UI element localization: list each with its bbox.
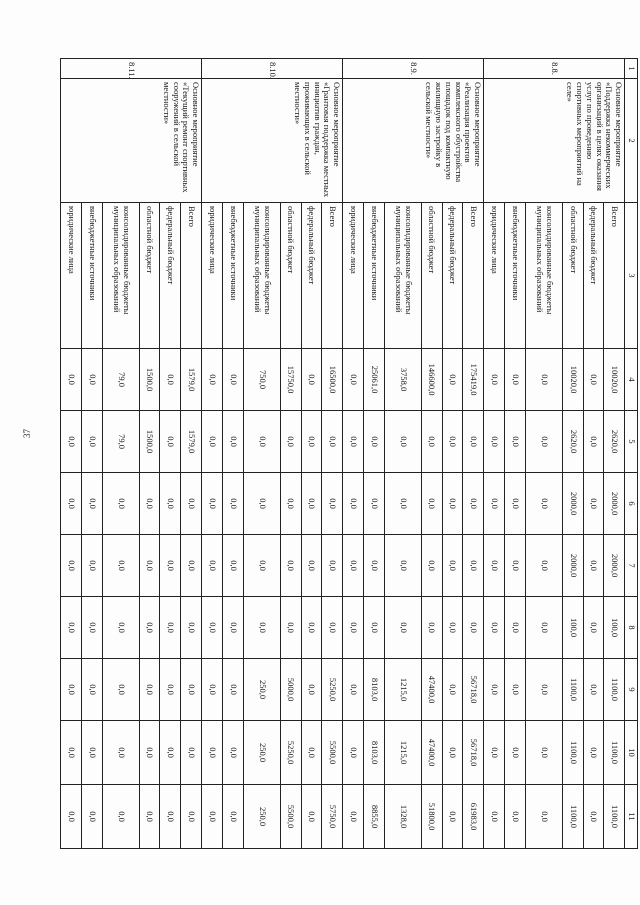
- column-header: 10: [625, 721, 638, 785]
- funding-source: областной бюджет: [139, 203, 160, 349]
- amount-cell: 250,0: [243, 721, 280, 785]
- amount-cell: 0,0: [525, 473, 562, 535]
- amount-cell: 5500,0: [322, 721, 343, 785]
- amount-cell: 15750,0: [280, 349, 301, 411]
- funding-source: областной бюджет: [280, 203, 301, 349]
- amount-cell: 2620,0: [604, 411, 625, 473]
- funding-source: федеральный бюджет: [301, 203, 322, 349]
- table-row: [463, 59, 484, 849]
- amount-cell: 0,0: [442, 349, 463, 411]
- amount-cell: 1500,0: [139, 411, 160, 473]
- amount-cell: 16500,0: [322, 349, 343, 411]
- amount-cell: 0,0: [364, 411, 385, 473]
- table-row: [604, 59, 625, 849]
- amount-cell: 1579,0: [181, 411, 202, 473]
- amount-cell: 0,0: [442, 597, 463, 659]
- amount-cell: 0,0: [322, 535, 343, 597]
- amount-cell: 0,0: [301, 597, 322, 659]
- amount-cell: 100,0: [562, 597, 583, 659]
- amount-cell: 0,0: [463, 535, 484, 597]
- amount-cell: 0,0: [202, 535, 223, 597]
- amount-cell: 0,0: [301, 785, 322, 849]
- amount-cell: 0,0: [484, 597, 505, 659]
- amount-cell: 0,0: [82, 535, 103, 597]
- amount-cell: 0,0: [583, 473, 604, 535]
- amount-cell: 0,0: [280, 597, 301, 659]
- amount-cell: 0,0: [280, 411, 301, 473]
- amount-cell: 0,0: [343, 597, 364, 659]
- amount-cell: 0,0: [484, 535, 505, 597]
- amount-cell: 0,0: [223, 411, 244, 473]
- amount-cell: 0,0: [442, 659, 463, 721]
- amount-cell: 0,0: [202, 721, 223, 785]
- funding-source: юридические лица: [484, 203, 505, 349]
- amount-cell: 0,0: [505, 785, 526, 849]
- measure-number: 8.8.: [484, 59, 625, 79]
- amount-cell: 0,0: [525, 535, 562, 597]
- amount-cell: 0,0: [442, 721, 463, 785]
- amount-cell: 0,0: [343, 535, 364, 597]
- amount-cell: 146600,0: [421, 349, 442, 411]
- amount-cell: 0,0: [61, 597, 82, 659]
- amount-cell: 750,0: [243, 349, 280, 411]
- amount-cell: 47400,0: [421, 659, 442, 721]
- amount-cell: 0,0: [364, 473, 385, 535]
- amount-cell: 1500,0: [139, 349, 160, 411]
- amount-cell: 0,0: [322, 597, 343, 659]
- amount-cell: 0,0: [102, 535, 139, 597]
- amount-cell: 0,0: [505, 721, 526, 785]
- amount-cell: 0,0: [160, 659, 181, 721]
- column-header: 7: [625, 535, 638, 597]
- amount-cell: 0,0: [484, 785, 505, 849]
- funding-source: Всего: [604, 203, 625, 349]
- amount-cell: 0,0: [525, 785, 562, 849]
- table-row: [181, 59, 202, 849]
- amount-cell: 0,0: [181, 473, 202, 535]
- amount-cell: 0,0: [181, 721, 202, 785]
- amount-cell: 0,0: [61, 349, 82, 411]
- amount-cell: 0,0: [301, 411, 322, 473]
- amount-cell: 0,0: [442, 785, 463, 849]
- amount-cell: 0,0: [384, 597, 421, 659]
- measure-name: Основное мероприятие «Текущий ремонт спортивных сооружений в сельской местности»: [61, 79, 202, 203]
- funding-source: Всего: [322, 203, 343, 349]
- amount-cell: 0,0: [384, 473, 421, 535]
- amount-cell: 0,0: [61, 659, 82, 721]
- amount-cell: 10020,0: [562, 349, 583, 411]
- funding-source: федеральный бюджет: [583, 203, 604, 349]
- amount-cell: 0,0: [102, 597, 139, 659]
- funding-source: областной бюджет: [421, 203, 442, 349]
- amount-cell: 0,0: [583, 721, 604, 785]
- amount-cell: 0,0: [160, 535, 181, 597]
- amount-cell: 0,0: [583, 411, 604, 473]
- amount-cell: 0,0: [202, 659, 223, 721]
- amount-cell: 10020,0: [604, 349, 625, 411]
- amount-cell: 0,0: [223, 721, 244, 785]
- measure-name: Основное мероприятие «Поддержка некоммерческих организаций в целях оказания услуг по проведению спортивных мероприятий на селе»: [484, 79, 625, 203]
- amount-cell: 1215,0: [384, 721, 421, 785]
- amount-cell: 8855,0: [364, 785, 385, 849]
- amount-cell: 0,0: [280, 535, 301, 597]
- amount-cell: 5750,0: [322, 785, 343, 849]
- amount-cell: 0,0: [583, 535, 604, 597]
- amount-cell: 5500,0: [280, 785, 301, 849]
- amount-cell: 0,0: [525, 721, 562, 785]
- amount-cell: 61983,0: [463, 785, 484, 849]
- funding-source: областной бюджет: [562, 203, 583, 349]
- amount-cell: 0,0: [223, 597, 244, 659]
- amount-cell: 0,0: [82, 721, 103, 785]
- amount-cell: 0,0: [160, 349, 181, 411]
- column-header: 4: [625, 349, 638, 411]
- column-header: 1: [625, 59, 638, 79]
- amount-cell: 0,0: [525, 411, 562, 473]
- amount-cell: 56718,0: [463, 721, 484, 785]
- amount-cell: 0,0: [343, 659, 364, 721]
- amount-cell: 0,0: [301, 659, 322, 721]
- amount-cell: 5250,0: [280, 721, 301, 785]
- funding-source: юридические лица: [343, 203, 364, 349]
- amount-cell: 0,0: [223, 349, 244, 411]
- amount-cell: 0,0: [301, 473, 322, 535]
- amount-cell: 0,0: [421, 411, 442, 473]
- funding-source: внебюджетные источники: [364, 203, 385, 349]
- amount-cell: 0,0: [505, 659, 526, 721]
- document-sheet: [60, 58, 638, 848]
- amount-cell: 0,0: [139, 597, 160, 659]
- amount-cell: 0,0: [280, 473, 301, 535]
- amount-cell: 0,0: [243, 597, 280, 659]
- amount-cell: 250,0: [243, 659, 280, 721]
- amount-cell: 0,0: [82, 785, 103, 849]
- funding-source: федеральный бюджет: [160, 203, 181, 349]
- measure-name: Основное мероприятие «Реализация проектов комплексного обустройства площадок под компактную жилищную застройку в сельской местности»: [343, 79, 484, 203]
- amount-cell: 0,0: [301, 721, 322, 785]
- measure-number: 8.9.: [343, 59, 484, 79]
- amount-cell: 0,0: [343, 721, 364, 785]
- amount-cell: 0,0: [160, 411, 181, 473]
- amount-cell: 0,0: [421, 473, 442, 535]
- amount-cell: 0,0: [583, 597, 604, 659]
- amount-cell: 5250,0: [322, 659, 343, 721]
- amount-cell: 0,0: [364, 535, 385, 597]
- amount-cell: 1215,0: [384, 659, 421, 721]
- amount-cell: 0,0: [181, 785, 202, 849]
- amount-cell: 1328,0: [384, 785, 421, 849]
- amount-cell: 0,0: [484, 349, 505, 411]
- amount-cell: 0,0: [139, 659, 160, 721]
- amount-cell: 0,0: [202, 597, 223, 659]
- amount-cell: 0,0: [82, 411, 103, 473]
- amount-cell: 47400,0: [421, 721, 442, 785]
- funding-source: внебюджетные источники: [223, 203, 244, 349]
- amount-cell: 0,0: [102, 473, 139, 535]
- amount-cell: 0,0: [384, 411, 421, 473]
- amount-cell: 79,0: [102, 411, 139, 473]
- amount-cell: 0,0: [484, 721, 505, 785]
- amount-cell: 2620,0: [562, 411, 583, 473]
- amount-cell: 0,0: [463, 411, 484, 473]
- column-header: 6: [625, 473, 638, 535]
- amount-cell: 2000,0: [604, 473, 625, 535]
- amount-cell: 0,0: [505, 411, 526, 473]
- amount-cell: 250,0: [243, 785, 280, 849]
- amount-cell: 1100,0: [604, 721, 625, 785]
- funding-source: внебюджетные источники: [505, 203, 526, 349]
- amount-cell: 0,0: [181, 597, 202, 659]
- amount-cell: 0,0: [505, 597, 526, 659]
- amount-cell: 0,0: [442, 535, 463, 597]
- amount-cell: 0,0: [442, 473, 463, 535]
- amount-cell: 0,0: [102, 721, 139, 785]
- measure-name: Основное мероприятие «Грантовая поддержка местных инициатив граждан, проживающих в сельской местности»: [202, 79, 343, 203]
- amount-cell: 0,0: [364, 597, 385, 659]
- measure-number: 8.10.: [202, 59, 343, 79]
- amount-cell: 0,0: [343, 411, 364, 473]
- amount-cell: 0,0: [243, 411, 280, 473]
- amount-cell: 1100,0: [604, 785, 625, 849]
- amount-cell: 0,0: [160, 785, 181, 849]
- funding-source: федеральный бюджет: [442, 203, 463, 349]
- amount-cell: 0,0: [463, 473, 484, 535]
- amount-cell: 0,0: [202, 411, 223, 473]
- amount-cell: 2000,0: [604, 535, 625, 597]
- column-number-row: [625, 59, 638, 849]
- amount-cell: 0,0: [322, 473, 343, 535]
- amount-cell: 8103,0: [364, 721, 385, 785]
- amount-cell: 0,0: [343, 473, 364, 535]
- amount-cell: 0,0: [82, 473, 103, 535]
- amount-cell: 0,0: [139, 473, 160, 535]
- amount-cell: 0,0: [82, 597, 103, 659]
- amount-cell: 51800,0: [421, 785, 442, 849]
- amount-cell: 0,0: [202, 785, 223, 849]
- amount-cell: 0,0: [181, 535, 202, 597]
- amount-cell: 79,0: [102, 349, 139, 411]
- amount-cell: 3758,0: [384, 349, 421, 411]
- amount-cell: 175419,0: [463, 349, 484, 411]
- funding-source: внебюджетные источники: [82, 203, 103, 349]
- column-header: 9: [625, 659, 638, 721]
- amount-cell: 0,0: [384, 535, 421, 597]
- amount-cell: 0,0: [583, 785, 604, 849]
- amount-cell: 0,0: [505, 473, 526, 535]
- funding-source: юридические лица: [61, 203, 82, 349]
- amount-cell: 0,0: [301, 349, 322, 411]
- amount-cell: 0,0: [463, 597, 484, 659]
- amount-cell: 0,0: [160, 721, 181, 785]
- amount-cell: 0,0: [102, 659, 139, 721]
- funding-source: консолидированные бюджеты муниципальных образований: [525, 203, 562, 349]
- amount-cell: 0,0: [139, 785, 160, 849]
- column-header: 2: [625, 79, 638, 203]
- amount-cell: 0,0: [583, 659, 604, 721]
- amount-cell: 0,0: [181, 659, 202, 721]
- amount-cell: 0,0: [202, 349, 223, 411]
- amount-cell: 0,0: [525, 349, 562, 411]
- amount-cell: 25061,0: [364, 349, 385, 411]
- amount-cell: 0,0: [505, 349, 526, 411]
- amount-cell: 0,0: [160, 473, 181, 535]
- amount-cell: 0,0: [243, 473, 280, 535]
- amount-cell: 0,0: [102, 785, 139, 849]
- amount-cell: 0,0: [61, 785, 82, 849]
- column-header: 5: [625, 411, 638, 473]
- funding-source: консолидированные бюджеты муниципальных образований: [102, 203, 139, 349]
- amount-cell: 0,0: [82, 349, 103, 411]
- amount-cell: 1100,0: [562, 785, 583, 849]
- amount-cell: 0,0: [139, 721, 160, 785]
- amount-cell: 0,0: [82, 659, 103, 721]
- column-header: 3: [625, 203, 638, 349]
- amount-cell: 8103,0: [364, 659, 385, 721]
- amount-cell: 100,0: [604, 597, 625, 659]
- table-row: [322, 59, 343, 849]
- page-number: 37: [22, 429, 32, 438]
- funding-source: Всего: [463, 203, 484, 349]
- amount-cell: 0,0: [525, 659, 562, 721]
- amount-cell: 1100,0: [604, 659, 625, 721]
- column-header: 8: [625, 597, 638, 659]
- column-header: 11: [625, 785, 638, 849]
- amount-cell: 0,0: [421, 597, 442, 659]
- amount-cell: 0,0: [421, 535, 442, 597]
- amount-cell: 0,0: [223, 659, 244, 721]
- measure-number: 8.11.: [61, 59, 202, 79]
- funding-table: [60, 58, 638, 849]
- amount-cell: 0,0: [202, 473, 223, 535]
- amount-cell: 0,0: [583, 349, 604, 411]
- amount-cell: 0,0: [61, 535, 82, 597]
- amount-cell: 2000,0: [562, 473, 583, 535]
- amount-cell: 1100,0: [562, 721, 583, 785]
- amount-cell: 0,0: [322, 411, 343, 473]
- amount-cell: 0,0: [61, 411, 82, 473]
- funding-source: Всего: [181, 203, 202, 349]
- amount-cell: 0,0: [223, 535, 244, 597]
- amount-cell: 1579,0: [181, 349, 202, 411]
- funding-source: юридические лица: [202, 203, 223, 349]
- amount-cell: 0,0: [160, 597, 181, 659]
- amount-cell: 0,0: [343, 785, 364, 849]
- amount-cell: 0,0: [223, 785, 244, 849]
- amount-cell: 0,0: [525, 597, 562, 659]
- amount-cell: 0,0: [243, 535, 280, 597]
- amount-cell: 56718,0: [463, 659, 484, 721]
- amount-cell: 0,0: [223, 473, 244, 535]
- amount-cell: 0,0: [61, 473, 82, 535]
- amount-cell: 1100,0: [562, 659, 583, 721]
- amount-cell: 0,0: [505, 535, 526, 597]
- amount-cell: 0,0: [139, 535, 160, 597]
- funding-source: консолидированные бюджеты муниципальных образований: [384, 203, 421, 349]
- amount-cell: 5000,0: [280, 659, 301, 721]
- amount-cell: 0,0: [484, 473, 505, 535]
- funding-source: консолидированные бюджеты муниципальных образований: [243, 203, 280, 349]
- amount-cell: 0,0: [442, 411, 463, 473]
- amount-cell: 0,0: [343, 349, 364, 411]
- amount-cell: 0,0: [484, 411, 505, 473]
- amount-cell: 0,0: [301, 535, 322, 597]
- amount-cell: 2000,0: [562, 535, 583, 597]
- amount-cell: 0,0: [484, 659, 505, 721]
- amount-cell: 0,0: [61, 721, 82, 785]
